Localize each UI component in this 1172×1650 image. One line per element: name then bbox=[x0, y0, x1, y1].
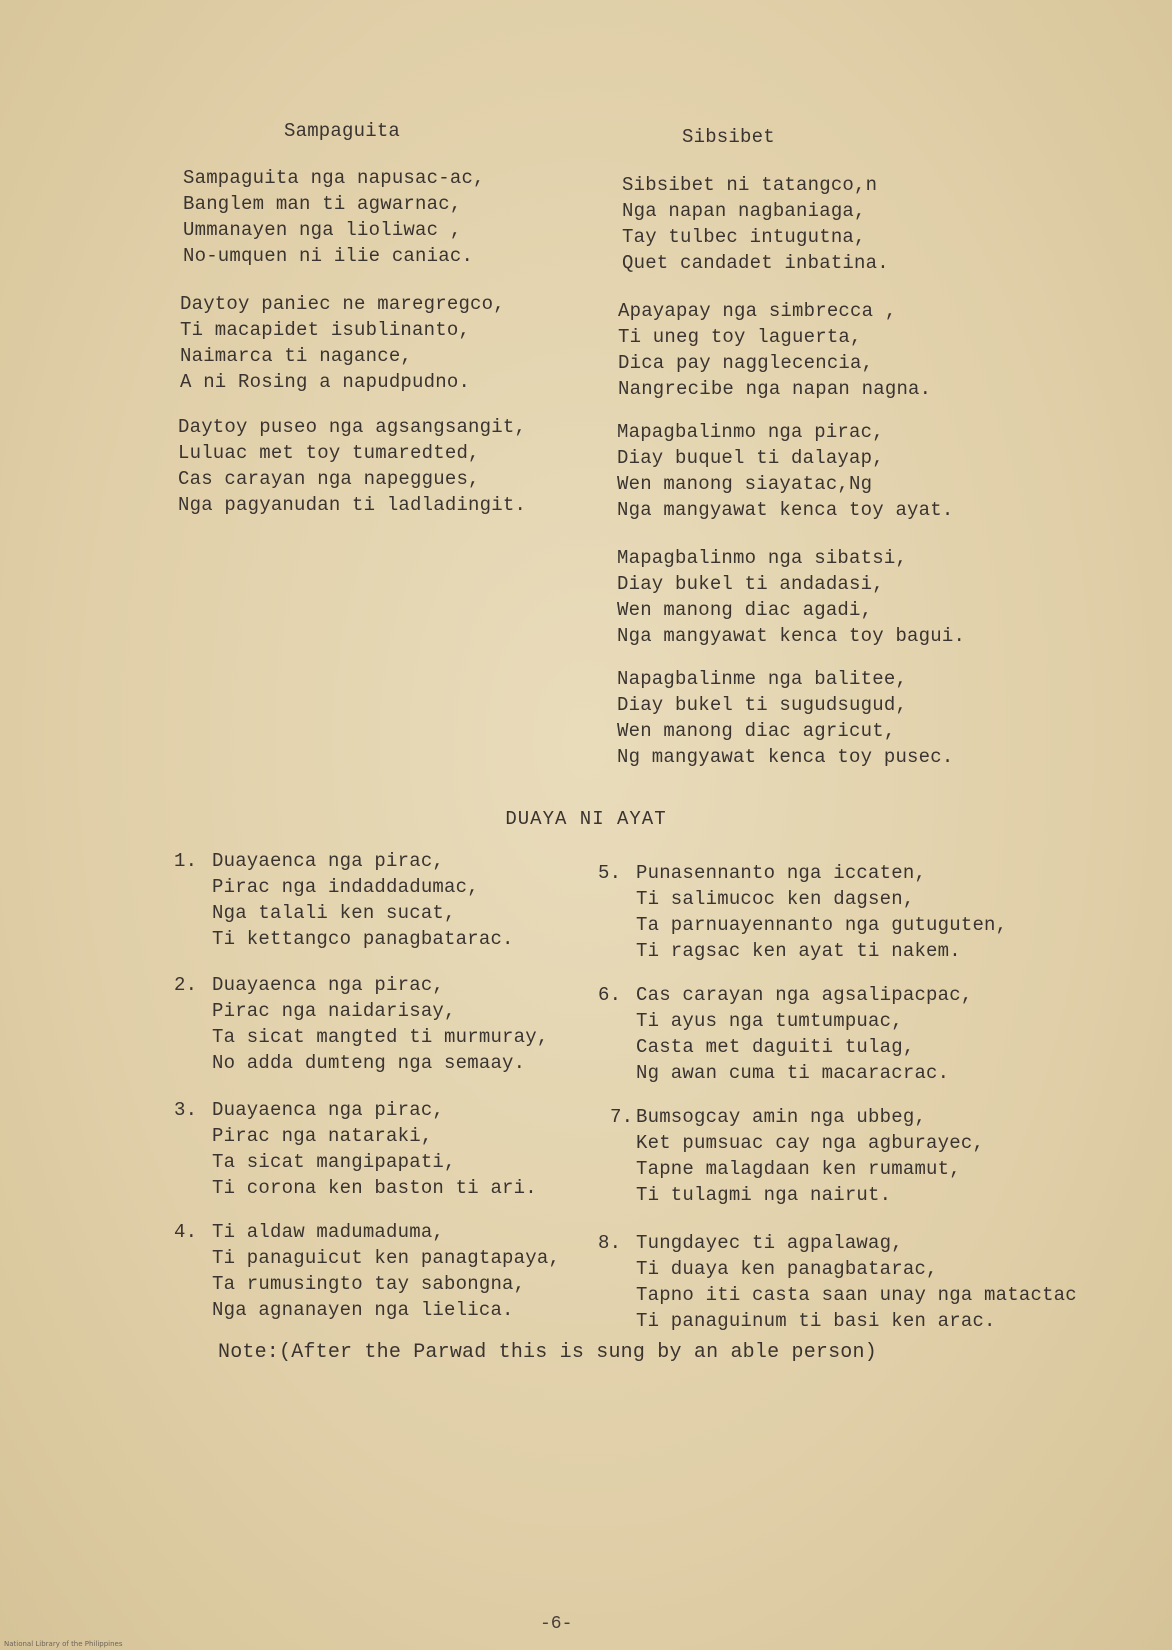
poem-line: Luluac met toy tumaredted, bbox=[178, 442, 480, 464]
sibsibet-stanza-2 bbox=[618, 298, 931, 402]
poem-line: Banglem man ti agwarnac, bbox=[183, 193, 462, 215]
poem-line: Cas carayan nga napeggues, bbox=[178, 468, 480, 490]
poem-line: Pirac nga nataraki, bbox=[212, 1125, 433, 1147]
poem-line: Nga pagyanudan ti ladladingit. bbox=[178, 494, 527, 516]
poem-line: Dica pay nagglecencia, bbox=[618, 352, 874, 374]
poem-line: Ti salimucoc ken dagsen, bbox=[636, 888, 915, 910]
poem-line: Ta parnuayennanto nga gutuguten, bbox=[636, 914, 1008, 936]
duaya-title: DUAYA NI AYAT bbox=[505, 808, 667, 830]
poem-line: No-umquen ni ilie caniac. bbox=[183, 245, 474, 267]
poem-line: Mapagbalinmo nga pirac, bbox=[617, 421, 884, 443]
sampaguita-stanza-1 bbox=[183, 165, 485, 269]
duaya-verse-8 bbox=[598, 1230, 1077, 1334]
poem-line: Sampaguita nga napusac-ac, bbox=[183, 167, 485, 189]
poem-line: Mapagbalinmo nga sibatsi, bbox=[617, 547, 908, 569]
duaya-verse-2 bbox=[174, 972, 549, 1076]
verse-number: 1. bbox=[174, 850, 198, 872]
poem-line: Punasennanto nga iccaten, bbox=[636, 862, 927, 884]
poem-line: Nga talali ken sucat, bbox=[212, 902, 456, 924]
poem-line: Ti corona ken baston ti ari. bbox=[212, 1177, 537, 1199]
poem-line: Bumsogcay amin nga ubbeg, bbox=[636, 1106, 927, 1128]
poem-line: Wen manong diac agadi, bbox=[617, 599, 873, 621]
poem-line: Nga mangyawat kenca toy ayat. bbox=[617, 499, 954, 521]
poem-line: Ummanayen nga lioliwac , bbox=[183, 219, 462, 241]
performance-note: Note:(After the Parwad this is sung by an able person) bbox=[218, 1341, 877, 1364]
poem-line: Ti ayus nga tumtumpuac, bbox=[636, 1010, 903, 1032]
poem-line: Ti uneg toy laguerta, bbox=[618, 326, 862, 348]
poem-line: Tapno iti casta saan unay nga matactac bbox=[636, 1284, 1077, 1306]
poem-line: Ti ragsac ken ayat ti nakem. bbox=[636, 940, 961, 962]
poem-line: Ti tulagmi nga nairut. bbox=[636, 1184, 892, 1206]
verse-number: 8. bbox=[598, 1232, 622, 1254]
duaya-verse-7 bbox=[610, 1104, 985, 1208]
poem-line: Duayaenca nga pirac, bbox=[212, 850, 445, 872]
poem-line: Tay tulbec intugutna, bbox=[622, 226, 866, 248]
poem-line: Napagbalinme nga balitee, bbox=[617, 668, 908, 690]
poem-line: Diay bukel ti andadasi, bbox=[617, 573, 884, 595]
poem-line: Ti duaya ken panagbatarac, bbox=[636, 1258, 938, 1280]
duaya-verse-6 bbox=[598, 982, 973, 1086]
poem-line: Wen manong diac agricut, bbox=[617, 720, 896, 742]
library-footer: National Library of the Philippines bbox=[4, 1640, 123, 1648]
poem-line: Diay buquel ti dalayap, bbox=[617, 447, 884, 469]
sampaguita-stanza-3 bbox=[178, 414, 526, 518]
verse-number: 5. bbox=[598, 862, 622, 884]
sibsibet-stanza-3 bbox=[617, 419, 953, 523]
verse-number: 4. bbox=[174, 1221, 198, 1243]
poem-line: Casta met daguiti tulag, bbox=[636, 1036, 915, 1058]
poem-line: Tapne malagdaan ken rumamut, bbox=[636, 1158, 961, 1180]
poem-line: Ti panaguinum ti basi ken arac. bbox=[636, 1310, 996, 1332]
sibsibet-title: Sibsibet bbox=[682, 126, 775, 148]
verse-number: 6. bbox=[598, 984, 622, 1006]
sampaguita-stanza-2 bbox=[180, 291, 505, 395]
duaya-verse-5 bbox=[598, 860, 1008, 964]
sibsibet-stanza-1 bbox=[622, 172, 889, 276]
poem-line: Ket pumsuac cay nga agburayec, bbox=[636, 1132, 985, 1154]
duaya-verse-4 bbox=[174, 1219, 561, 1323]
poem-line: Wen manong siayatac,Ng bbox=[617, 473, 873, 495]
poem-line: Pirac nga indaddadumac, bbox=[212, 876, 479, 898]
poem-line: Apayapay nga simbrecca , bbox=[618, 300, 897, 322]
poem-line: Duayaenca nga pirac, bbox=[212, 974, 445, 996]
poem-line: Daytoy puseo nga agsangsangit, bbox=[178, 416, 527, 438]
poem-line: Ta sicat mangted ti murmuray, bbox=[212, 1026, 549, 1048]
duaya-verse-3 bbox=[174, 1097, 537, 1201]
poem-line: Ti macapidet isublinanto, bbox=[180, 319, 471, 341]
poem-line: Sibsibet ni tatangco,n bbox=[622, 174, 878, 196]
poem-line: Quet candadet inbatina. bbox=[622, 252, 889, 274]
poem-line: Tungdayec ti agpalawag, bbox=[636, 1232, 903, 1254]
poem-line: Ta rumusingto tay sabongna, bbox=[212, 1273, 526, 1295]
poem-line: Ti kettangco panagbatarac. bbox=[212, 928, 514, 950]
poem-line: Pirac nga naidarisay, bbox=[212, 1000, 456, 1022]
poem-line: Ti panaguicut ken panagtapaya, bbox=[212, 1247, 561, 1269]
poem-line: A ni Rosing a napudpudno. bbox=[180, 371, 471, 393]
poem-line: Nga agnanayen nga lielica. bbox=[212, 1299, 514, 1321]
sibsibet-stanza-4 bbox=[617, 545, 965, 649]
poem-line: Duayaenca nga pirac, bbox=[212, 1099, 445, 1121]
page-number: -6- bbox=[540, 1614, 573, 1634]
poem-line: No adda dumteng nga semaay. bbox=[212, 1052, 526, 1074]
poem-line: Nga mangyawat kenca toy bagui. bbox=[617, 625, 966, 647]
duaya-verse-1 bbox=[174, 848, 514, 952]
poem-line: Nangrecibe nga napan nagna. bbox=[618, 378, 932, 400]
poem-line: Naimarca ti nagance, bbox=[180, 345, 413, 367]
verse-number: 7. bbox=[610, 1106, 634, 1128]
sibsibet-stanza-5 bbox=[617, 666, 953, 770]
poem-line: Ng mangyawat kenca toy pusec. bbox=[617, 746, 954, 768]
poem-line: Diay bukel ti sugudsugud, bbox=[617, 694, 908, 716]
poem-line: Daytoy paniec ne maregregco, bbox=[180, 293, 505, 315]
poem-line: Ng awan cuma ti macaracrac. bbox=[636, 1062, 950, 1084]
poem-line: Ta sicat mangipapati, bbox=[212, 1151, 456, 1173]
sampaguita-title: Sampaguita bbox=[284, 120, 401, 142]
verse-number: 2. bbox=[174, 974, 198, 996]
poem-line: Cas carayan nga agsalipacpac, bbox=[636, 984, 973, 1006]
poem-line: Ti aldaw madumaduma, bbox=[212, 1221, 445, 1243]
verse-number: 3. bbox=[174, 1099, 198, 1121]
poem-line: Nga napan nagbaniaga, bbox=[622, 200, 866, 222]
